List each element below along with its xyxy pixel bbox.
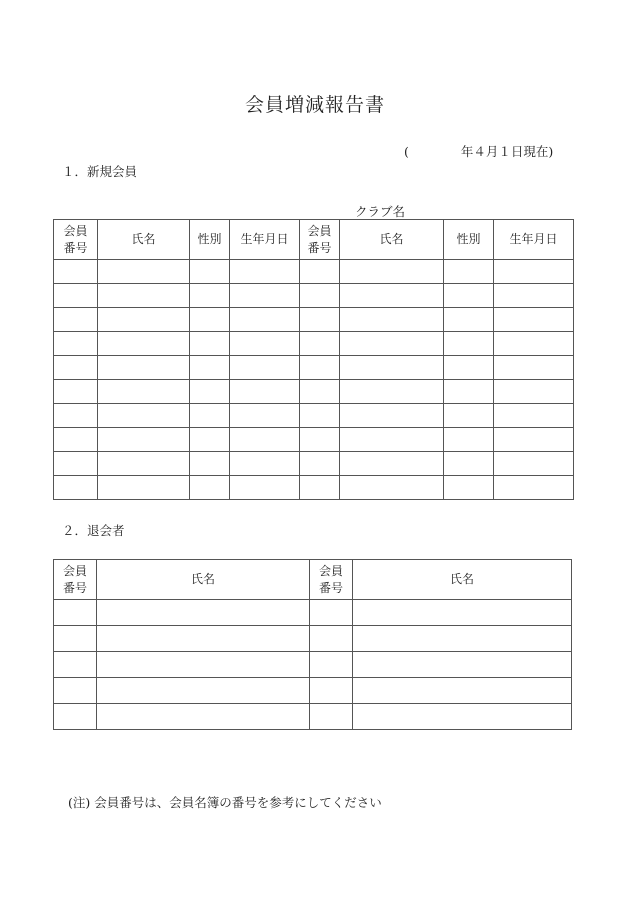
table-row: [54, 704, 572, 730]
column-header: 氏名: [97, 560, 310, 600]
table-cell[interactable]: [310, 626, 353, 652]
table-cell[interactable]: [340, 452, 444, 476]
table-cell[interactable]: [494, 380, 574, 404]
table-cell[interactable]: [54, 704, 97, 730]
table-cell[interactable]: [54, 380, 98, 404]
table-cell[interactable]: [310, 704, 353, 730]
table-cell[interactable]: [190, 332, 230, 356]
table-cell[interactable]: [300, 380, 340, 404]
table-cell[interactable]: [98, 260, 190, 284]
table-cell[interactable]: [494, 476, 574, 500]
club-name-field: [355, 202, 565, 220]
date-open: (: [404, 144, 409, 159]
table-cell[interactable]: [310, 600, 353, 626]
table-cell[interactable]: [494, 308, 574, 332]
table-cell[interactable]: [494, 332, 574, 356]
table-cell[interactable]: [300, 260, 340, 284]
table-cell[interactable]: [98, 476, 190, 500]
table-cell[interactable]: [353, 704, 572, 730]
table-cell[interactable]: [98, 284, 190, 308]
table-cell[interactable]: [300, 404, 340, 428]
table-cell[interactable]: [98, 308, 190, 332]
table-cell[interactable]: [444, 476, 494, 500]
table-cell[interactable]: [230, 308, 300, 332]
table-cell[interactable]: [54, 652, 97, 678]
table-cell[interactable]: [98, 332, 190, 356]
table-cell[interactable]: [300, 284, 340, 308]
table-cell[interactable]: [310, 652, 353, 678]
table-cell[interactable]: [97, 600, 310, 626]
table-cell[interactable]: [190, 476, 230, 500]
table-cell[interactable]: [190, 452, 230, 476]
table-cell[interactable]: [230, 452, 300, 476]
table-cell[interactable]: [54, 284, 98, 308]
table-cell[interactable]: [230, 260, 300, 284]
withdrawn-members-table: [53, 559, 572, 730]
table-row: [54, 452, 574, 476]
table-cell[interactable]: [97, 704, 310, 730]
section-withdrawn-heading: ２．退会者: [62, 523, 125, 538]
table-cell[interactable]: [340, 308, 444, 332]
club-name-line: [405, 206, 565, 220]
table-cell[interactable]: [300, 332, 340, 356]
column-header: 生年月日: [494, 220, 574, 260]
table-cell[interactable]: [54, 678, 97, 704]
section-new-members-heading: １．新規会員: [62, 164, 138, 179]
table-cell[interactable]: [54, 452, 98, 476]
table-cell[interactable]: [230, 380, 300, 404]
table-cell[interactable]: [340, 428, 444, 452]
table-cell[interactable]: [353, 600, 572, 626]
table-cell[interactable]: [230, 332, 300, 356]
table-cell[interactable]: [54, 626, 97, 652]
table-cell[interactable]: [98, 380, 190, 404]
table-cell[interactable]: [190, 428, 230, 452]
table-cell[interactable]: [190, 380, 230, 404]
table-cell[interactable]: [98, 356, 190, 380]
table-cell[interactable]: [340, 404, 444, 428]
table-cell[interactable]: [300, 356, 340, 380]
table-cell[interactable]: [54, 428, 98, 452]
table-cell[interactable]: [494, 284, 574, 308]
table-cell[interactable]: [230, 284, 300, 308]
table-row: [54, 428, 574, 452]
table-row: [54, 626, 572, 652]
table-cell[interactable]: [494, 404, 574, 428]
table-cell[interactable]: [54, 476, 98, 500]
table-cell[interactable]: [310, 678, 353, 704]
new-members-header-row: [54, 220, 574, 260]
table-cell[interactable]: [300, 308, 340, 332]
date-line: [404, 142, 553, 160]
note: (注) 会員番号は、会員名簿の番号を参考にしてください: [68, 795, 382, 810]
table-cell[interactable]: [97, 678, 310, 704]
table-cell[interactable]: [444, 428, 494, 452]
column-header: 氏名: [340, 220, 444, 260]
table-cell[interactable]: [444, 404, 494, 428]
column-header: 性別: [444, 220, 494, 260]
table-cell[interactable]: [98, 428, 190, 452]
table-cell[interactable]: [54, 308, 98, 332]
table-cell[interactable]: [494, 428, 574, 452]
table-row: [54, 476, 574, 500]
table-row: [54, 356, 574, 380]
table-cell[interactable]: [444, 356, 494, 380]
table-row: [54, 332, 574, 356]
table-cell[interactable]: [98, 452, 190, 476]
table-cell[interactable]: [190, 404, 230, 428]
column-header: 会員 番号: [300, 220, 340, 260]
table-cell[interactable]: [444, 452, 494, 476]
table-cell[interactable]: [353, 652, 572, 678]
table-cell[interactable]: [340, 380, 444, 404]
table-row: [54, 404, 574, 428]
table-cell[interactable]: [340, 356, 444, 380]
table-cell[interactable]: [340, 260, 444, 284]
table-cell[interactable]: [190, 284, 230, 308]
table-cell[interactable]: [444, 332, 494, 356]
table-cell[interactable]: [353, 626, 572, 652]
table-cell[interactable]: [230, 476, 300, 500]
table-cell[interactable]: [494, 356, 574, 380]
date-text: 年４月１日現在): [460, 144, 554, 159]
table-cell[interactable]: [340, 284, 444, 308]
table-cell[interactable]: [230, 404, 300, 428]
table-row: [54, 652, 572, 678]
column-header: 氏名: [98, 220, 190, 260]
table-cell[interactable]: [190, 356, 230, 380]
table-row: [54, 678, 572, 704]
table-cell[interactable]: [340, 476, 444, 500]
table-row: [54, 600, 572, 626]
table-cell[interactable]: [494, 452, 574, 476]
table-cell[interactable]: [54, 404, 98, 428]
table-row: [54, 260, 574, 284]
withdrawn-header-row: [54, 560, 572, 600]
table-cell[interactable]: [300, 476, 340, 500]
table-row: [54, 284, 574, 308]
table-cell[interactable]: [54, 260, 98, 284]
table-cell[interactable]: [97, 626, 310, 652]
column-header: 氏名: [353, 560, 572, 600]
table-cell[interactable]: [300, 452, 340, 476]
table-cell[interactable]: [54, 600, 97, 626]
table-row: [54, 308, 574, 332]
table-cell[interactable]: [190, 260, 230, 284]
table-cell[interactable]: [98, 404, 190, 428]
table-cell[interactable]: [444, 284, 494, 308]
table-cell[interactable]: [97, 652, 310, 678]
table-cell[interactable]: [230, 428, 300, 452]
table-row: [54, 380, 574, 404]
table-cell[interactable]: [190, 308, 230, 332]
new-members-table: [53, 219, 574, 500]
column-header: 生年月日: [230, 220, 300, 260]
table-cell[interactable]: [444, 260, 494, 284]
table-cell[interactable]: [54, 356, 98, 380]
table-cell[interactable]: [444, 380, 494, 404]
table-cell[interactable]: [494, 260, 574, 284]
column-header: 会員 番号: [310, 560, 353, 600]
table-cell[interactable]: [444, 308, 494, 332]
table-cell[interactable]: [300, 428, 340, 452]
table-cell[interactable]: [353, 678, 572, 704]
table-cell[interactable]: [54, 332, 98, 356]
table-cell[interactable]: [340, 332, 444, 356]
column-header: 性別: [190, 220, 230, 260]
page-title: 会員増減報告書: [244, 94, 385, 116]
column-header: 会員 番号: [54, 220, 98, 260]
table-cell[interactable]: [230, 356, 300, 380]
column-header: 会員 番号: [54, 560, 97, 600]
club-name-label: クラブ名: [355, 204, 406, 219]
